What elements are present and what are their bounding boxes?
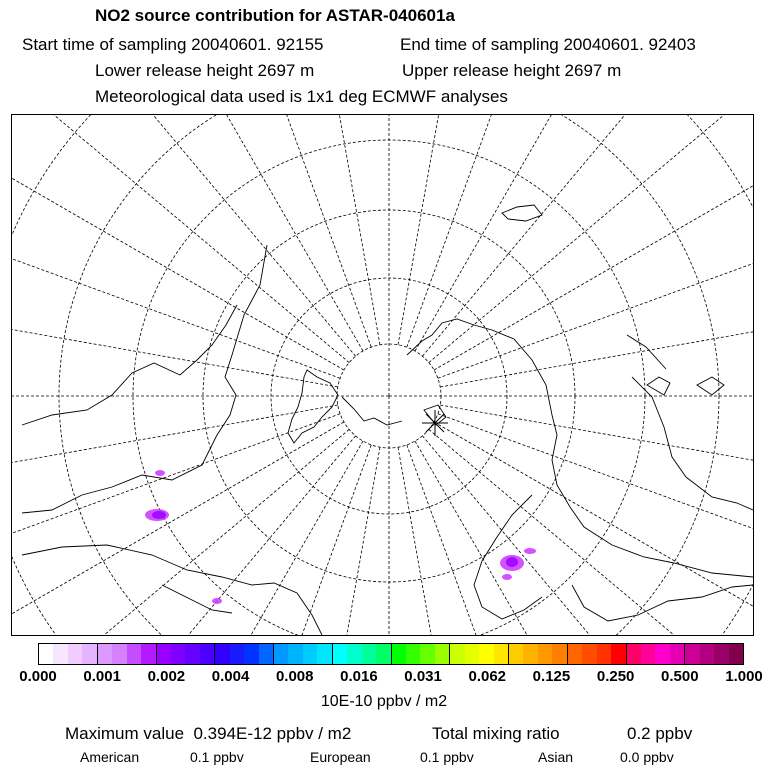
coastline <box>22 305 237 425</box>
colorbar-segment <box>568 644 627 664</box>
colorbar-segment <box>685 644 743 664</box>
colorbar-tick-label: 0.002 <box>147 668 186 685</box>
meridian-line <box>422 115 753 356</box>
colorbar-swatch <box>465 644 479 664</box>
concentration-plumes <box>145 470 536 604</box>
plume-spot <box>212 598 222 604</box>
meridian-line <box>407 115 697 347</box>
colorbar-swatch <box>259 644 273 664</box>
upper-release-height: Upper release height 2697 m <box>402 61 622 80</box>
colorbar-tick-label: 0.004 <box>211 668 250 685</box>
colorbar-swatch <box>82 644 96 664</box>
colorbar-tick-label: 0.008 <box>275 668 314 685</box>
end-time-label: End time of sampling 20040601. 92403 <box>400 35 696 54</box>
colorbar-swatch <box>317 644 331 664</box>
colorbar-swatch <box>670 644 684 664</box>
colorbar-segment <box>450 644 509 664</box>
coastline <box>502 205 542 221</box>
colorbar-swatch <box>729 644 743 664</box>
meridian-line <box>12 115 363 351</box>
total-mixing-value: 0.2 ppbv <box>627 724 693 743</box>
colorbar-segment <box>333 644 392 664</box>
met-data-label: Meteorological data used is 1x1 deg ECMWF analyses <box>95 87 508 106</box>
meridian-line <box>81 445 371 635</box>
meridian-line <box>12 429 349 635</box>
american-label: American <box>80 749 140 765</box>
plume-spot <box>502 574 512 580</box>
colorbar-swatch <box>420 644 434 664</box>
colorbar-segment <box>98 644 157 664</box>
colorbar-swatch <box>215 644 229 664</box>
coastlines <box>22 205 753 635</box>
coastline <box>647 377 670 395</box>
colorbar-swatch <box>435 644 449 664</box>
colorbar-segment <box>509 644 568 664</box>
meridian-line <box>438 115 753 378</box>
colorbar-swatch <box>333 644 347 664</box>
colorbar-swatch <box>685 644 699 664</box>
meridian-line <box>233 115 380 345</box>
colorbar-swatch <box>392 644 406 664</box>
colorbar-swatch <box>347 644 361 664</box>
colorbar-swatch <box>362 644 376 664</box>
colorbar-swatch <box>406 644 420 664</box>
plume-spot <box>506 557 518 567</box>
meridian-line <box>398 115 545 345</box>
plume-spot <box>524 548 536 554</box>
start-time-label: Start time of sampling 20040601. 92155 <box>22 35 324 54</box>
meridian-line <box>12 115 340 378</box>
colorbar-swatch <box>552 644 566 664</box>
colorbar-swatch <box>641 644 655 664</box>
colorbar-swatch <box>53 644 67 664</box>
colorbar-swatch <box>655 644 669 664</box>
meridian-line <box>12 414 340 635</box>
european-value: 0.1 ppbv <box>420 749 474 765</box>
plume-spot <box>152 511 166 519</box>
meridian-line <box>434 115 753 370</box>
map-canvas <box>12 115 753 635</box>
coastline <box>697 377 724 395</box>
colorbar-swatch <box>68 644 82 664</box>
asian-label: Asian <box>538 749 574 765</box>
colorbar-segment <box>627 644 686 664</box>
colorbar-segment <box>274 644 333 664</box>
american-value: 0.1 ppbv <box>190 749 244 765</box>
european-label: European <box>310 749 371 765</box>
colorbar-swatch <box>141 644 155 664</box>
meridian-line <box>12 436 356 635</box>
colorbar-segment <box>157 644 216 664</box>
meridian-line <box>429 429 753 635</box>
colorbar-tick-label: 0.016 <box>340 668 378 685</box>
colorbar-swatch <box>98 644 112 664</box>
meridian-line <box>415 115 753 351</box>
colorbar-unit: 10E-10 ppbv / m2 <box>320 693 448 710</box>
colorbar-swatch <box>288 644 302 664</box>
colorbar-swatch <box>157 644 171 664</box>
plume-spot <box>155 470 165 476</box>
colorbar-swatch <box>627 644 641 664</box>
meridian-line <box>12 115 344 370</box>
colorbar-tick-label: 0.125 <box>532 668 571 685</box>
latitude-circle <box>12 115 753 635</box>
colorbar-tick-label: 0.062 <box>468 668 507 685</box>
latitude-circle <box>12 115 753 635</box>
colorbar-swatch <box>274 644 288 664</box>
colorbar-swatch <box>185 644 199 664</box>
lat-lon-grid <box>12 115 753 635</box>
colorbar-swatch <box>376 644 390 664</box>
colorbar-tick-label: 0.001 <box>83 668 121 685</box>
colorbar-swatch <box>127 644 141 664</box>
colorbar-tick-label: 0.500 <box>661 668 699 685</box>
meridian-line <box>407 445 697 635</box>
colorbar-swatch <box>479 644 493 664</box>
colorbar-swatch <box>112 644 126 664</box>
colorbar-swatch <box>714 644 728 664</box>
colorbar-swatch <box>171 644 185 664</box>
colorbar-segment <box>215 644 274 664</box>
colorbar-swatch <box>538 644 552 664</box>
colorbar <box>38 643 744 665</box>
colorbar-segment <box>392 644 451 664</box>
meridian-line <box>398 447 545 635</box>
coastline <box>552 435 753 577</box>
colorbar-swatch <box>230 644 244 664</box>
maximum-value: Maximum value 0.394E-12 ppbv / m2 <box>65 724 352 743</box>
coastline <box>342 397 402 425</box>
colorbar-tick-label: 1.000 <box>725 668 763 685</box>
meridian-line <box>12 115 356 356</box>
colorbar-swatch <box>450 644 464 664</box>
page-title: NO2 source contribution for ASTAR-040601a <box>95 6 455 25</box>
colorbar-swatch <box>611 644 625 664</box>
colorbar-swatch <box>523 644 537 664</box>
coastline <box>162 585 232 613</box>
colorbar-swatch <box>597 644 611 664</box>
colorbar-swatch <box>39 644 53 664</box>
colorbar-tick-label: 0.000 <box>19 668 57 685</box>
total-mixing-label: Total mixing ratio <box>432 724 560 743</box>
colorbar-swatch <box>509 644 523 664</box>
asian-value: 0.0 ppbv <box>620 749 674 765</box>
meridian-line <box>438 414 753 635</box>
polar-map <box>11 114 754 636</box>
colorbar-swatch <box>200 644 214 664</box>
colorbar-segment <box>39 644 98 664</box>
colorbar-tick-label: 0.031 <box>404 668 442 685</box>
meridian-line <box>12 115 349 363</box>
meridian-line <box>434 422 753 635</box>
colorbar-swatch <box>303 644 317 664</box>
colorbar-swatch <box>700 644 714 664</box>
colorbar-tick-label: 0.250 <box>596 668 635 685</box>
meridian-line <box>12 441 363 635</box>
colorbar-swatch <box>244 644 258 664</box>
colorbar-swatch <box>568 644 582 664</box>
meridian-line <box>81 115 371 347</box>
colorbar-swatch <box>582 644 596 664</box>
colorbar-swatch <box>494 644 508 664</box>
lower-release-height: Lower release height 2697 m <box>95 61 315 80</box>
coastline <box>627 335 666 369</box>
coastline <box>632 377 753 510</box>
